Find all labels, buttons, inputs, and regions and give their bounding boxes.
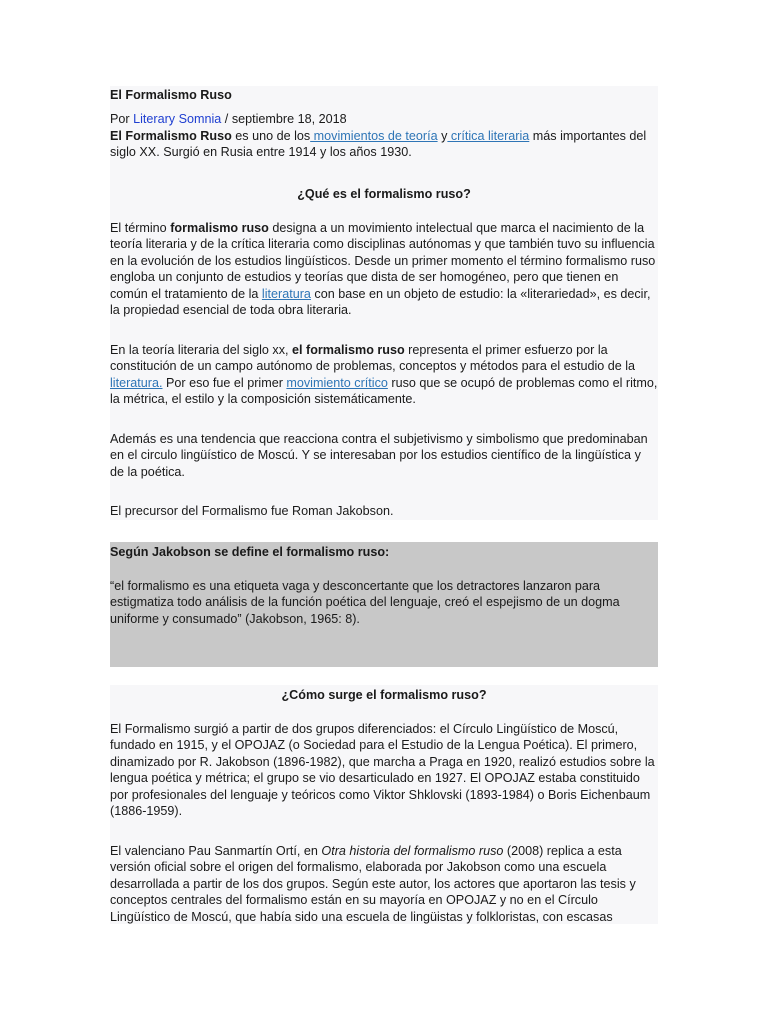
paragraph-siglo-xx: En la teoría literaria del siglo xx, el formalismo ruso representa el primer esfuerzo por la constitución de un campo autónomo de problemas, conceptos y métodos para el estudio de la literatura. Por eso fue el primer movimiento crítico ruso que se ocupó de problemas como el ritmo, la métrica, el estilo y la composición sistemáticamente. — [110, 343, 658, 407]
link-critica-literaria[interactable]: crítica literaria — [447, 129, 530, 143]
byline: Por Literary Somnia / septiembre 18, 2018 — [110, 112, 347, 126]
paragraph-sanmartin: El valenciano Pau Sanmartín Ortí, en Otra historia del formalismo ruso (2008) replica a esta versión oficial sobre el origen del formalismo, elaborada por Jakobson como una escuela desarrollada a partir de los dos grupos. Según este autor, los actores que aportaron las tesis y conceptos centrales del formalismo están en su mayoría en OPOJAZ y no en el Círculo Lingüístico de Moscú, que había sido una escuela de lingüistas y folkloristas, con escasas — [110, 844, 636, 924]
paragraph-ademas: Además es una tendencia que reacciona contra el subjetivismo y simbolismo que predominaban en el circulo lingüístico de Moscú. Y se interesaban por los estudios científico de la lingüística y de la poética. — [110, 432, 648, 479]
section-heading-como-surge: ¿Cómo surge el formalismo ruso? — [281, 688, 487, 702]
article-title: El Formalismo Ruso — [110, 88, 232, 102]
link-movimiento-critico[interactable]: movimiento crítico — [286, 375, 388, 390]
post-date: septiembre 18, 2018 — [231, 112, 347, 126]
intro-paragraph: El Formalismo Ruso es uno de los movimientos de teoría y crítica literaria más importantes del siglo XX. Surgió en Rusia entre 1914 y los años 1930. — [110, 129, 647, 160]
quote-heading: Según Jakobson se define el formalismo ruso: — [110, 545, 390, 559]
book-title: Otra historia del formalismo ruso — [321, 844, 504, 858]
section-heading-que-es: ¿Qué es el formalismo ruso? — [297, 187, 471, 201]
jakobson-quote: “el formalismo es una etiqueta vaga y desconcertante que los detractores lanzaron para estigmatiza todo análisis de la función poética del lenguaje, creó el espejismo de un dogma uniforme y consumado” (Jakobson, 1965: 8). — [110, 579, 620, 626]
author-link[interactable]: Literary Somnia — [133, 112, 222, 126]
paragraph-surgio: El Formalismo surgió a partir de dos grupos diferenciados: el Círculo Lingüístico de Moscú, fundado en 1915, y el OPOJAZ (o Sociedad para el Estudio de la Lengua Poética). El primero, dinamizado por R. Jakobson (1896-1982), que marcha a Praga en 1920, realizó estudios sobre la lengua poética y métrica; el grupo se vio desarticulado en 1927. El OPOJAZ estaba constituido por profesionales del lenguaje y teóricos como Viktor Shklovski (1893-1984) o Boris Eichenbaum (1886-1959). — [110, 722, 655, 819]
paragraph-precursor: El precursor del Formalismo fue Roman Jakobson. — [110, 504, 394, 518]
link-movimientos-de-teoria[interactable]: movimientos de teoría — [310, 129, 438, 143]
link-literatura[interactable]: literatura — [261, 286, 311, 301]
paragraph-termino: El término formalismo ruso designa a un movimiento intelectual que marca el nacimiento de la teoría literaria y de la crítica literaria como disciplinas autónomas y que también tuvo su influencia en la evolución de los estudios lingüísticos. Desde un primer momento el término formalismo ruso engloba un conjunto de estudios y teorías que dista de ser homogéneo, pero que tienen en común el tratamiento de la literatura con base en un objeto de estudio: la «literariedad», es decir, la propiedad esencial de toda obra literaria. — [110, 221, 656, 318]
link-literatura-2[interactable]: literatura. — [110, 375, 163, 390]
